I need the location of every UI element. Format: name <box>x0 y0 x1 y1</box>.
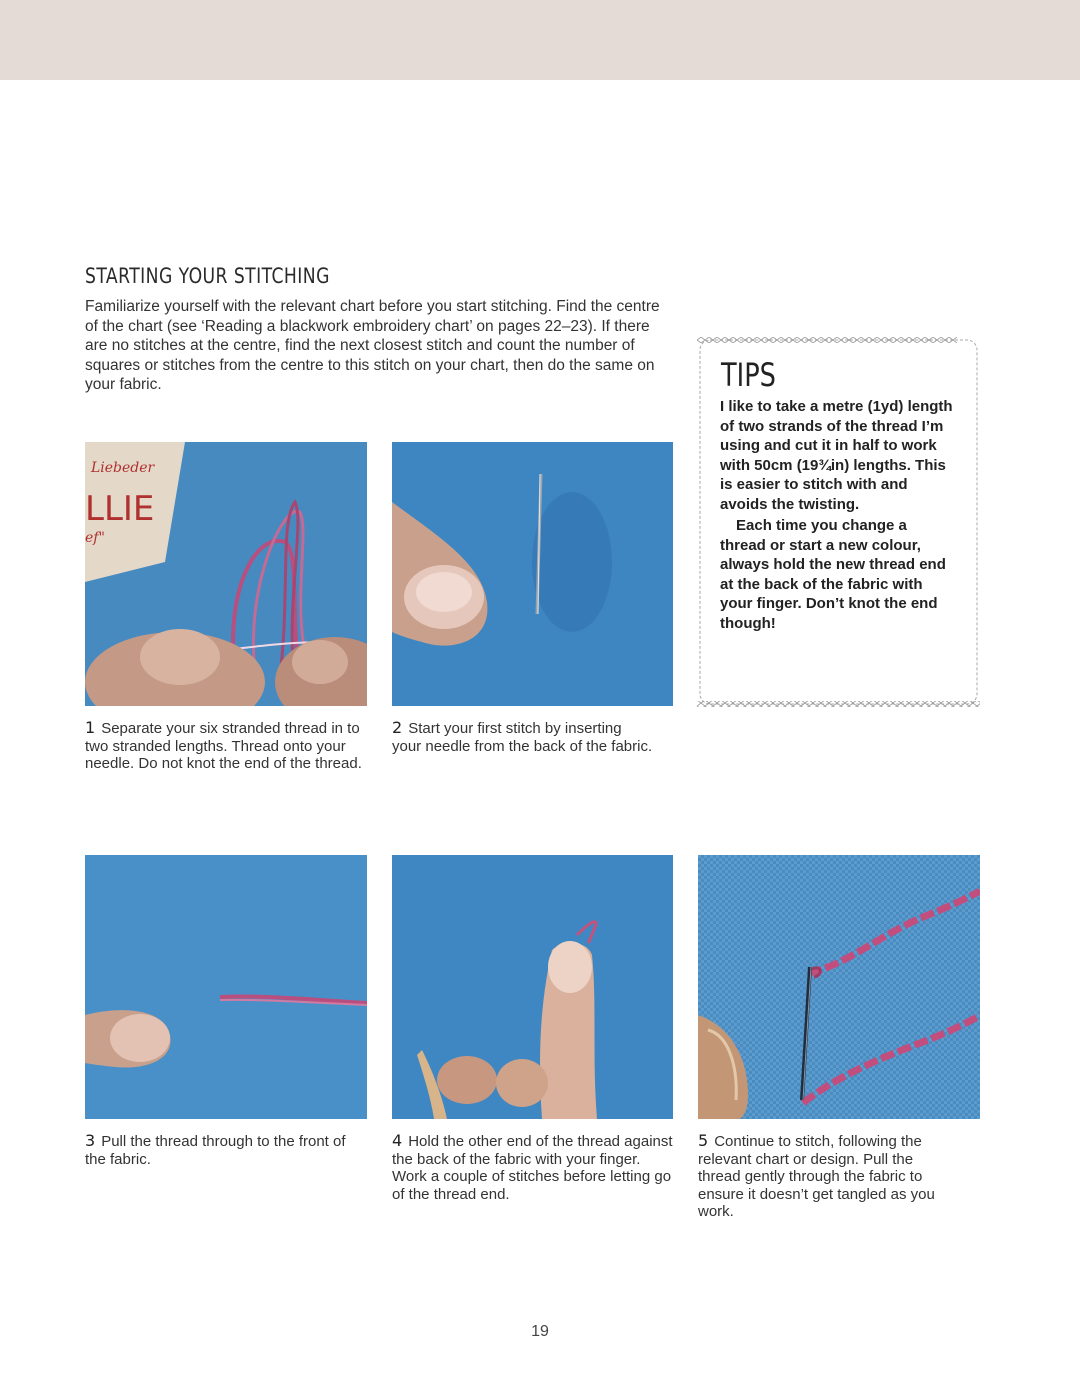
step-1-text: Separate your six stranded thread in to two stranded lengths. Thread onto your needle. Do not knot the end of the thread. <box>85 720 362 772</box>
step-4-photo <box>392 855 673 1119</box>
step-3-photo <box>85 855 367 1119</box>
label-text-1: Liebeder <box>91 460 155 476</box>
step-2-text: Start your first stitch by inserting your needle from the back of the fabric. <box>392 720 653 755</box>
step-1-caption <box>85 719 369 773</box>
tips-title: TIPS <box>721 356 776 394</box>
step-1-photo <box>85 442 367 706</box>
step-5-number: 5 <box>698 1131 709 1150</box>
step-5-text: Continue to stitch, following the relevant chart or design. Pull the thread gently through the fabric to ensure it doesn’t get tangled as you work. <box>698 1133 935 1220</box>
tips-text <box>720 397 955 633</box>
tips-paragraph-2: Each time you change a thread or start a new colour, always hold the new thread end at the back of the fabric with your finger. Don’t knot the end though! <box>720 517 946 632</box>
step-3-caption <box>85 1132 369 1168</box>
step-5-caption <box>698 1132 958 1221</box>
tips-paragraph-1: I like to take a metre (1yd) length of two strands of the thread I’m using and cut it in half to work with 50cm (19¾in) lengths. This is easier to stitch with and avoids the twisting. <box>720 398 953 513</box>
label-text-2: LLIE <box>85 489 155 529</box>
step-1-number: 1 <box>85 718 96 737</box>
step-2-number: 2 <box>392 718 403 737</box>
step-5-photo <box>698 855 980 1119</box>
step-4-caption <box>392 1132 676 1203</box>
step-2-caption <box>392 719 654 755</box>
label-text-3: ef" <box>85 530 105 546</box>
step-4-text: Hold the other end of the thread against the back of the fabric with your finger. Work a couple of stitches before letting go of the thread end. <box>392 1133 673 1203</box>
top-color-band <box>0 0 1080 80</box>
section-heading: STARTING YOUR STITCHING <box>85 264 330 288</box>
step-2-photo <box>392 442 673 706</box>
step-3-number: 3 <box>85 1131 96 1150</box>
step-4-number: 4 <box>392 1131 403 1150</box>
step-3-text: Pull the thread through to the front of the fabric. <box>85 1133 346 1168</box>
page-number: 19 <box>531 1323 549 1340</box>
intro-paragraph: Familiarize yourself with the relevant chart before you start stitching. Find the centre of the chart (see ‘Reading a blackwork embroidery chart’ on pages 22–23). If there are no stitches at the centre, find the next closest stitch and count the number of squares or stitches from the centre to this stitch on your chart, then do the same on your fabric. <box>85 298 660 393</box>
